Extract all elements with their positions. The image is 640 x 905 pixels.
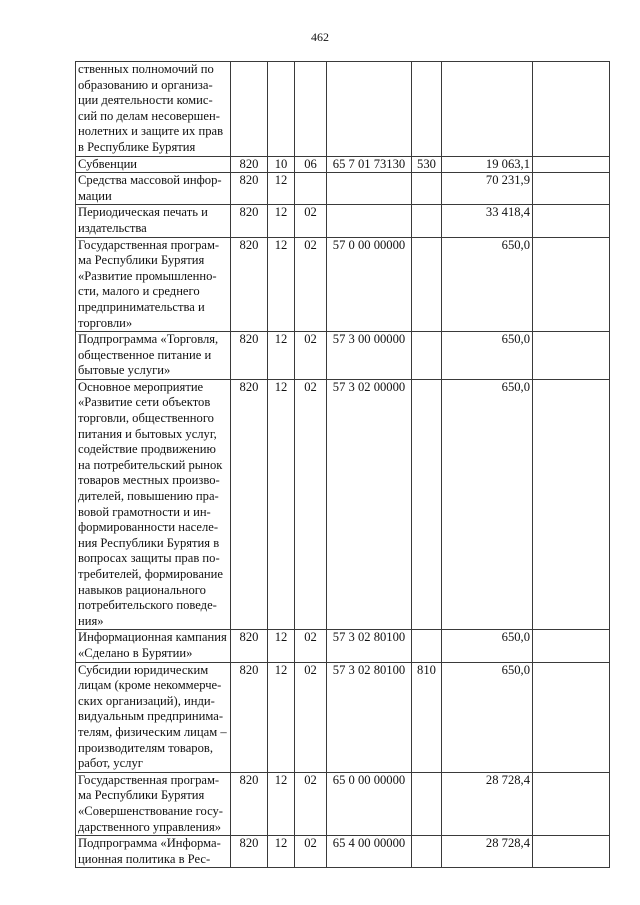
description-line: предпринимательства и xyxy=(78,299,205,314)
description-line: «Сделано в Бурятии» xyxy=(78,645,193,660)
cell-extra xyxy=(533,662,610,772)
description-line: видуальным предпринима- xyxy=(78,709,224,724)
page-number: 462 xyxy=(311,30,329,44)
description-line: бытовые услуги» xyxy=(78,363,171,378)
cell-extra xyxy=(533,379,610,630)
cell-expense-type: 530 xyxy=(412,156,442,173)
cell-expense-type xyxy=(412,237,442,332)
cell-description xyxy=(76,205,231,237)
cell-department: 820 xyxy=(231,332,268,380)
table-row xyxy=(76,332,610,380)
description-line: навыков рационального xyxy=(78,582,206,597)
description-line: потребительского поведе- xyxy=(78,598,217,613)
cell-subsection: 02 xyxy=(295,205,327,237)
cell-target-article: 57 3 02 80100 xyxy=(327,662,412,772)
cell-expense-type xyxy=(412,173,442,205)
cell-description xyxy=(76,62,231,157)
description-line: формированности населе- xyxy=(78,520,219,535)
cell-expense-type xyxy=(412,772,442,835)
description-line: ции деятельности комис- xyxy=(78,93,213,108)
description-line: ма Республики Бурятия xyxy=(78,788,205,803)
description-line: ма Республики Бурятия xyxy=(78,253,205,268)
cell-section xyxy=(268,62,295,157)
cell-target-article: 65 4 00 00000 xyxy=(327,836,412,868)
cell-subsection: 06 xyxy=(295,156,327,173)
description-line: ния» xyxy=(78,613,104,628)
cell-description xyxy=(76,237,231,332)
cell-section: 12 xyxy=(268,630,295,662)
cell-target-article xyxy=(327,205,412,237)
cell-amount: 650,0 xyxy=(442,379,533,630)
description-line: ственных полномочий по xyxy=(78,62,214,76)
description-line: сий по делам несовершен- xyxy=(78,108,220,123)
cell-extra xyxy=(533,772,610,835)
cell-extra xyxy=(533,205,610,237)
cell-amount: 650,0 xyxy=(442,332,533,380)
cell-department: 820 xyxy=(231,772,268,835)
cell-section: 12 xyxy=(268,836,295,868)
description-line: требителей, формирование xyxy=(78,567,224,581)
description-line: вопросах защиты прав по- xyxy=(78,551,220,566)
description-line: ционная политика в Рес- xyxy=(78,851,211,866)
description-line: содействие продвижению xyxy=(78,442,216,457)
cell-amount: 70 231,9 xyxy=(442,173,533,205)
description-line: образованию и организа- xyxy=(78,77,213,92)
cell-subsection: 02 xyxy=(295,332,327,380)
description-line: дарственного управления» xyxy=(78,819,222,834)
table-row xyxy=(76,237,610,332)
cell-subsection: 02 xyxy=(295,772,327,835)
cell-amount: 19 063,1 xyxy=(442,156,533,173)
cell-description xyxy=(76,332,231,380)
cell-department: 820 xyxy=(231,173,268,205)
cell-department: 820 xyxy=(231,379,268,630)
cell-description xyxy=(76,772,231,835)
cell-section: 12 xyxy=(268,772,295,835)
cell-amount: 650,0 xyxy=(442,630,533,662)
table-row xyxy=(76,379,610,630)
cell-description xyxy=(76,836,231,868)
cell-subsection: 02 xyxy=(295,662,327,772)
cell-target-article: 57 0 00 00000 xyxy=(327,237,412,332)
cell-department: 820 xyxy=(231,662,268,772)
description-line: «Развитие промышленно- xyxy=(78,268,217,283)
description-line: производителям товаров, xyxy=(78,740,213,755)
cell-extra xyxy=(533,62,610,157)
cell-target-article: 65 7 01 73130 xyxy=(327,156,412,173)
description-line: Подпрограмма «Торговля, xyxy=(78,332,219,347)
description-line: «Совершенствование госу- xyxy=(78,803,223,818)
description-line: нолетних и защите их прав xyxy=(78,124,224,139)
cell-extra xyxy=(533,156,610,173)
description-line: Информационная кампания xyxy=(78,630,227,645)
description-line: Субсидии юридическим xyxy=(78,662,209,677)
table-row xyxy=(76,836,610,868)
table-row xyxy=(76,173,610,205)
description-line: на потребительский рынок xyxy=(78,457,223,472)
table-row xyxy=(76,205,610,237)
cell-expense-type xyxy=(412,205,442,237)
description-line: торговли, общественного xyxy=(78,411,214,426)
cell-target-article: 65 0 00 00000 xyxy=(327,772,412,835)
description-line: издательства xyxy=(78,220,147,235)
description-line: «Развитие сети объектов xyxy=(78,395,211,410)
cell-department: 820 xyxy=(231,630,268,662)
cell-extra xyxy=(533,332,610,380)
cell-target-article xyxy=(327,173,412,205)
cell-amount: 650,0 xyxy=(442,237,533,332)
cell-department: 820 xyxy=(231,237,268,332)
cell-target-article xyxy=(327,62,412,157)
cell-department: 820 xyxy=(231,156,268,173)
cell-amount: 28 728,4 xyxy=(442,772,533,835)
description-line: вовой грамотности и ин- xyxy=(78,504,211,519)
cell-department xyxy=(231,62,268,157)
description-line: телям, физическим лицам – xyxy=(78,724,227,739)
cell-description xyxy=(76,630,231,662)
cell-expense-type: 810 xyxy=(412,662,442,772)
cell-section: 12 xyxy=(268,205,295,237)
budget-table xyxy=(75,61,610,868)
table-row xyxy=(76,772,610,835)
cell-expense-type xyxy=(412,62,442,157)
cell-section: 12 xyxy=(268,662,295,772)
cell-amount: 33 418,4 xyxy=(442,205,533,237)
description-line: Субвенции xyxy=(78,156,138,171)
cell-extra xyxy=(533,630,610,662)
description-line: мации xyxy=(78,188,112,203)
cell-expense-type xyxy=(412,332,442,380)
cell-subsection xyxy=(295,173,327,205)
table-row xyxy=(76,62,610,157)
cell-amount xyxy=(442,62,533,157)
cell-section: 12 xyxy=(268,237,295,332)
description-line: Основное мероприятие xyxy=(78,379,204,394)
description-line: работ, услуг xyxy=(78,756,143,771)
cell-subsection xyxy=(295,62,327,157)
cell-expense-type xyxy=(412,630,442,662)
description-line: лицам (кроме некоммерче- xyxy=(78,678,222,693)
cell-section: 12 xyxy=(268,332,295,380)
description-line: Подпрограмма «Информа- xyxy=(78,836,221,851)
table-row xyxy=(76,630,610,662)
cell-extra xyxy=(533,173,610,205)
cell-description xyxy=(76,173,231,205)
cell-section: 12 xyxy=(268,173,295,205)
cell-subsection: 02 xyxy=(295,836,327,868)
description-line: товаров местных произво- xyxy=(78,473,220,488)
cell-description xyxy=(76,156,231,173)
description-line: Периодическая печать и xyxy=(78,205,208,220)
description-line: торговли» xyxy=(78,315,133,330)
cell-section: 12 xyxy=(268,379,295,630)
cell-description xyxy=(76,662,231,772)
cell-amount: 650,0 xyxy=(442,662,533,772)
table-row xyxy=(76,662,610,772)
cell-target-article: 57 3 00 00000 xyxy=(327,332,412,380)
cell-section: 10 xyxy=(268,156,295,173)
cell-target-article: 57 3 02 80100 xyxy=(327,630,412,662)
description-line: Государственная програм- xyxy=(78,237,220,252)
cell-department: 820 xyxy=(231,836,268,868)
description-line: сти, малого и среднего xyxy=(78,284,200,299)
description-line: дителей, повышению пра- xyxy=(78,489,219,504)
cell-expense-type xyxy=(412,379,442,630)
description-line: ских организаций), инди- xyxy=(78,693,215,708)
cell-target-article: 57 3 02 00000 xyxy=(327,379,412,630)
description-line: Государственная програм- xyxy=(78,772,220,787)
cell-extra xyxy=(533,237,610,332)
cell-subsection: 02 xyxy=(295,379,327,630)
description-line: Средства массовой инфор- xyxy=(78,173,222,188)
cell-amount: 28 728,4 xyxy=(442,836,533,868)
description-line: общественное питание и xyxy=(78,347,212,362)
table-row xyxy=(76,156,610,173)
cell-expense-type xyxy=(412,836,442,868)
cell-department: 820 xyxy=(231,205,268,237)
description-line: ния Республики Бурятия в xyxy=(78,535,220,550)
cell-description xyxy=(76,379,231,630)
cell-extra xyxy=(533,836,610,868)
cell-subsection: 02 xyxy=(295,630,327,662)
description-line: в Республике Бурятия xyxy=(78,139,196,154)
cell-subsection: 02 xyxy=(295,237,327,332)
description-line: питания и бытовых услуг, xyxy=(78,426,217,441)
